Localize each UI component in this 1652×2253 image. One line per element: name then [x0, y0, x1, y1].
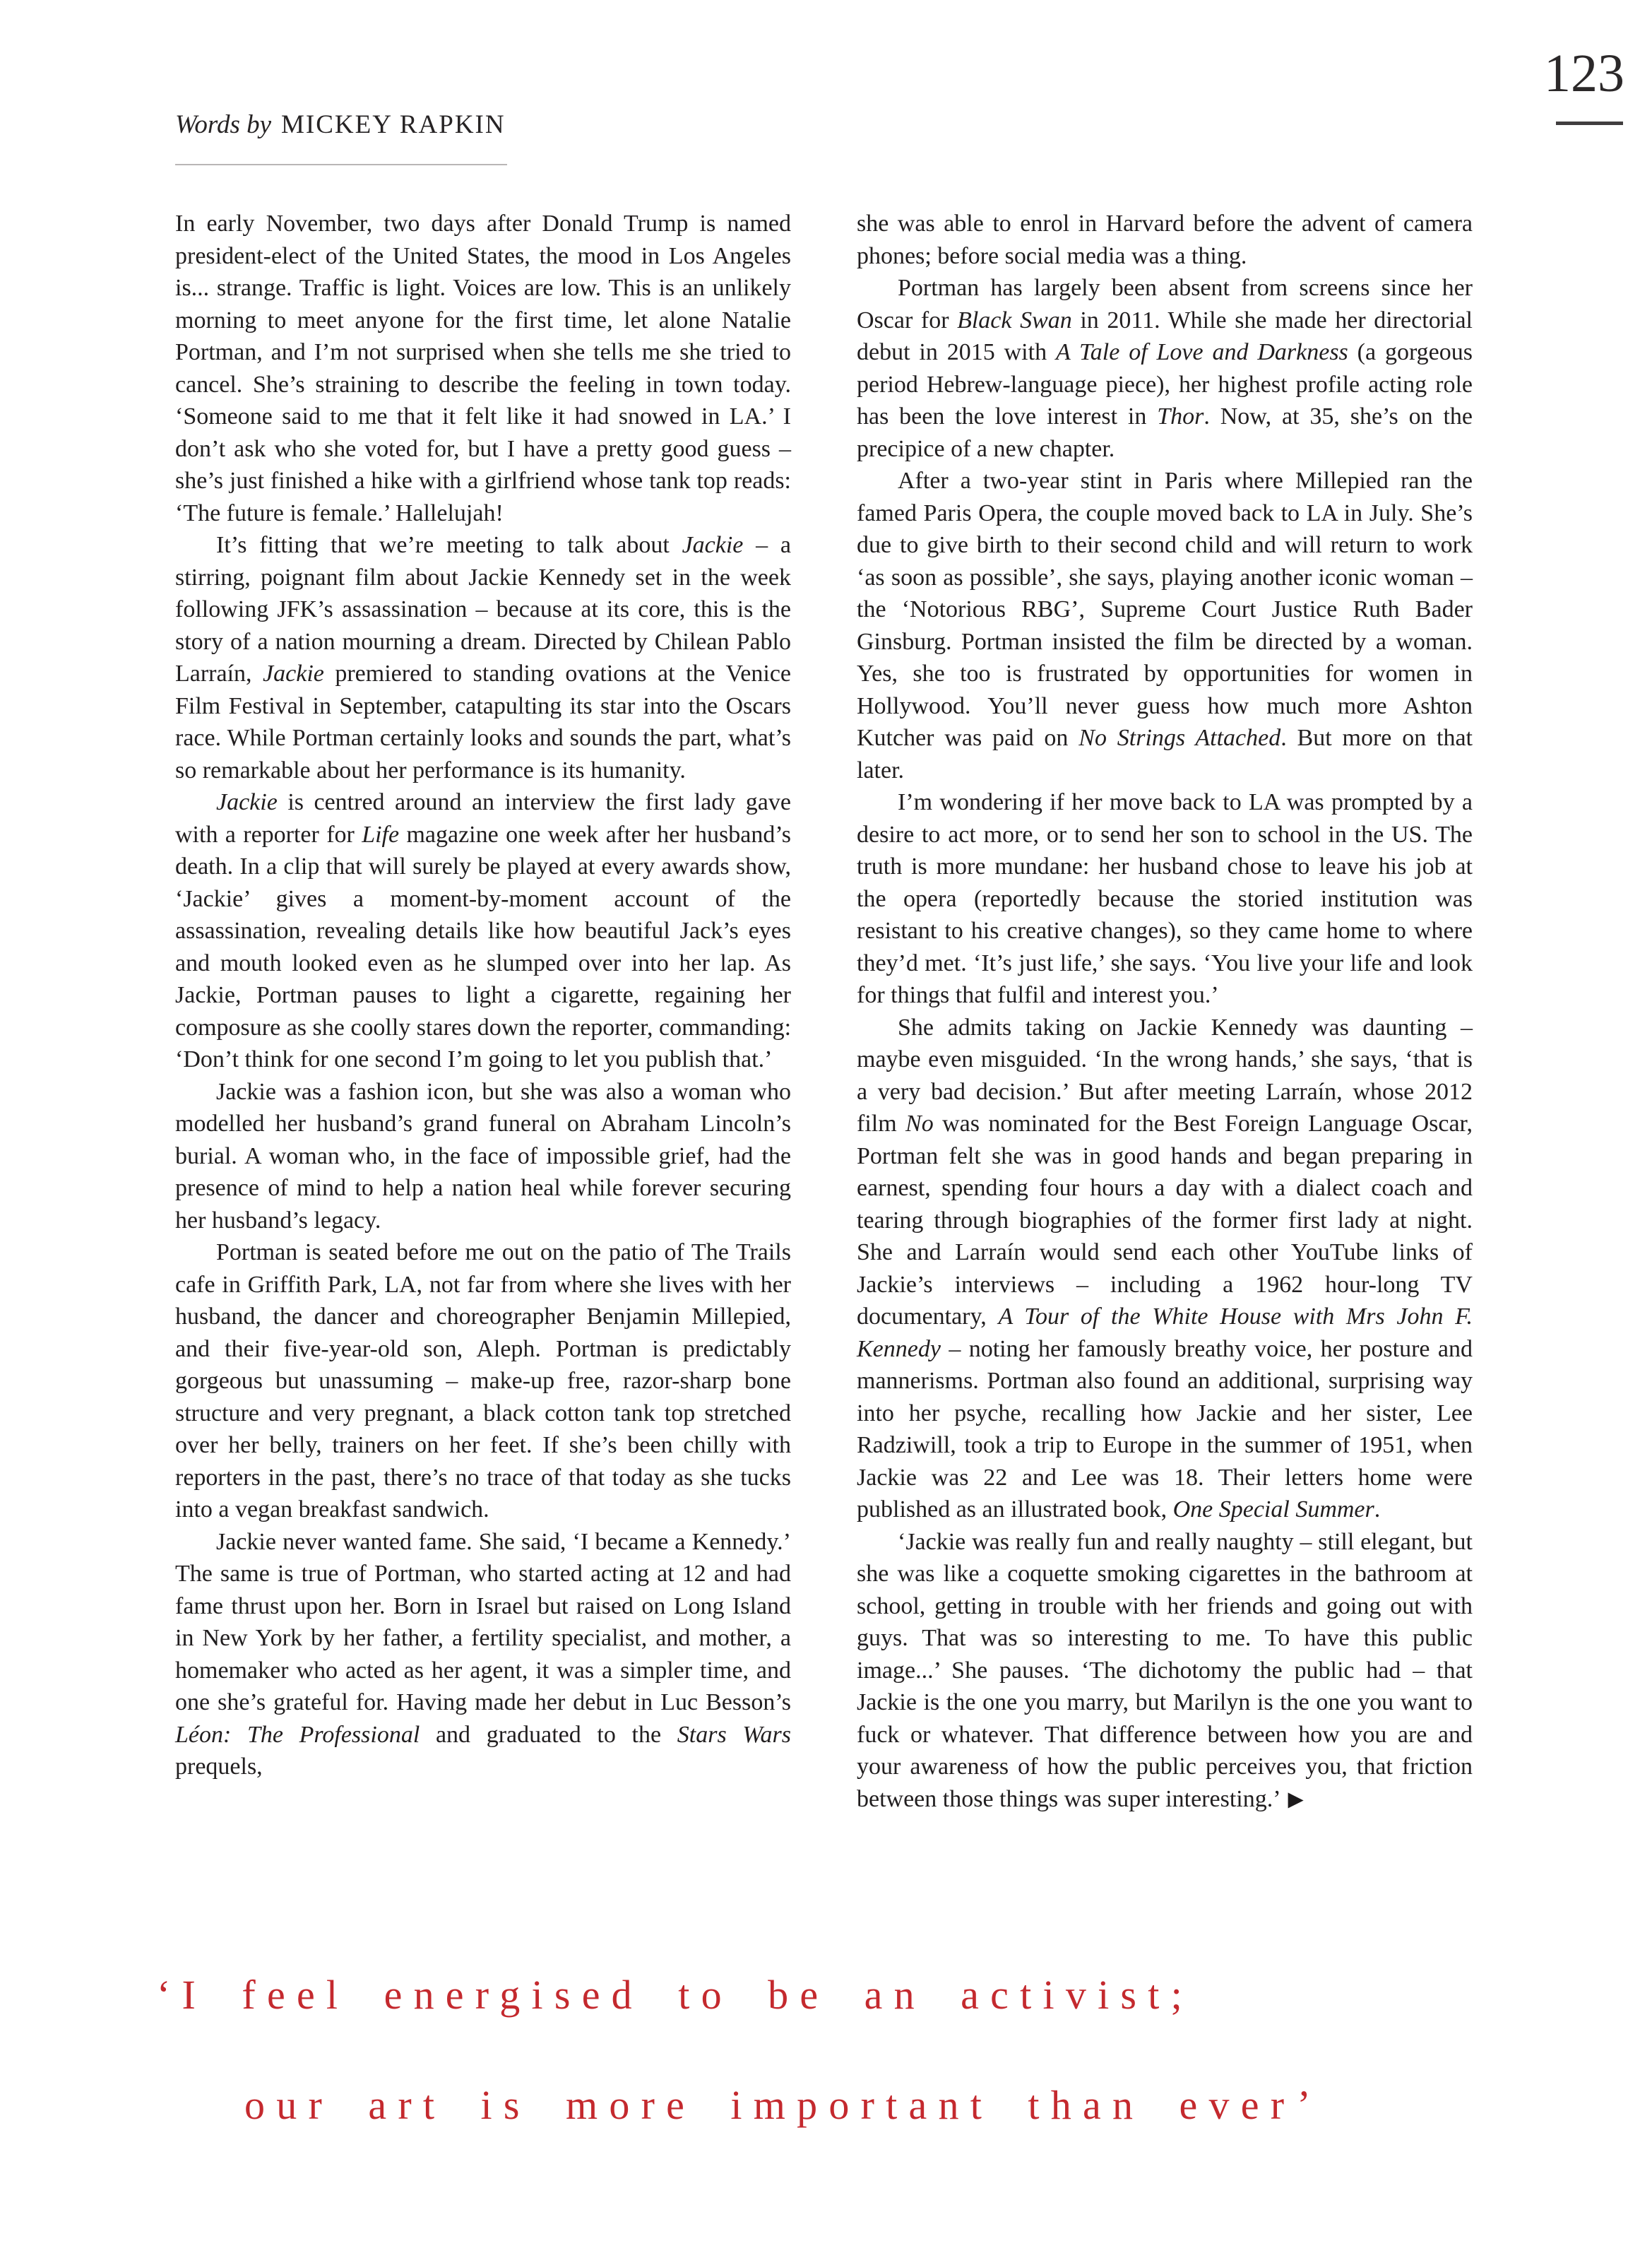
article-paragraph [175, 208, 791, 529]
article-paragraph [857, 465, 1473, 786]
article-paragraph [175, 1236, 791, 1526]
text-run: She admits taking on Jackie Kennedy was daunting – maybe even misguided. ‘In the wrong hands,’ she says, ‘that is a very bad decision.’ But after meeting Larraín, whose 2012 film [857, 1014, 1473, 1137]
text-run: No Strings Attached [1078, 725, 1281, 751]
text-run: ‘Jackie was really fun and really naughty – still elegant, but she was like a coquette smoking cigarettes in the bathroom at school, getting in trouble with her friends and going out with guys. That was so interesting to me. To have this public image...’ She pauses. ‘The dichotomy the public had – that Jackie is the one you marry, but Marilyn is the one you want to fuck or whatever. That difference between how you are and your awareness of how the public perceives you, that friction between those things was super interesting.’ [857, 1528, 1473, 1812]
text-run: In early November, two days after Donald Trump is named president-elect of the United States, the mood in Los Angeles is... strange. Traffic is light. Voices are low. This is an unlikely morning to meet anyone for the first time, let alone Natalie Portman, and I’m not surprised when she tells me she tried to cancel. She’s straining to describe the feeling in town today. ‘Someone said to me that it felt like it had snowed in LA.’ I don’t ask who she voted for, but I have a pretty good guess – she’s just finished a hike with a girlfriend whose tank top reads: ‘The future is female.’ Hallelujah! [175, 211, 791, 526]
text-run: Portman is seated before me out on the patio of The Trails cafe in Griffith Park, LA, not far from where she lives with her husband, the dancer and choreographer Benjamin Millepied, and their five-year-old son, Aleph. Portman is predictably gorgeous but unassuming – make-up free, razor-sharp bone structure and very pregnant, a black cotton tank top stretched over her belly, trainers on her feet. If she’s been chilly with reporters in the past, there’s no trace of that today as she tucks into a vegan breakfast sandwich. [175, 1239, 791, 1522]
pull-quote-line-2: our art is more important than ever’ [244, 2082, 1322, 2128]
article-paragraph [857, 208, 1473, 272]
article-paragraph [857, 786, 1473, 1012]
text-run: magazine one week after her husband’s death. In a clip that will surely be played at every awards show, ‘Jackie’ gives a moment-by-moment account of the assassination, revealing details like how beautiful Jack’s eyes and mouth looked even as he slumped over into her lap. As Jackie, Portman pauses to light a cigarette, regaining her composure as she coolly stares down the reporter, commanding: ‘Don’t think for one second I’m going to let you publish that.’ [175, 821, 792, 1072]
text-run: Life [362, 821, 400, 848]
byline [175, 110, 506, 140]
text-run: Stars Wars [677, 1721, 792, 1748]
text-run: A Tour of the White House with Mrs John F. Kennedy [857, 1303, 1473, 1362]
article-body [175, 208, 1473, 1816]
byline-prefix: Words by [175, 110, 272, 139]
text-run: . But more on that later. [857, 725, 1473, 783]
text-run: premiered to standing ovations at the Venice Film Festival in September, catapulting its star into the Oscars race. While Portman certainly looks and sounds the part, what’s so remarkable about her performance is its humanity. [175, 661, 791, 783]
text-run: Jackie [263, 661, 324, 687]
article-paragraph [175, 786, 791, 1076]
text-run: Jackie [682, 532, 744, 558]
article-column-left [175, 208, 791, 1816]
text-run: is centred around an interview the first lady gave with a reporter for [175, 789, 791, 848]
text-run: Jackie never wanted fame. She said, ‘I became a Kennedy.’ The same is true of Portman, who started acting at 12 and had fame thrust upon her. Born in Israel but raised on Long Island in New York by her father, a fertility specialist, and mother, a homemaker who acted as her agent, it was a simpler time, and one she’s grateful for. Having made her debut in Luc Besson’s [175, 1528, 791, 1715]
text-run: – a stirring, poignant film about Jackie Kennedy set in the week following JFK’s assassination – because at its core, this is the story of a nation mourning a dream. Directed by Chilean Pablo Larraín, [175, 532, 792, 687]
text-run: After a two-year stint in Paris where Millepied ran the famed Paris Opera, the couple moved back to LA in July. She’s due to give birth to their second child and will return to work ‘as soon as possible’, she says, playing another iconic woman – the ‘Notorious RBG’, Supreme Court Justice Ruth Bader Ginsburg. Portman insisted the film be directed by a woman. Yes, she too is frustrated by opportunities for women in Hollywood. You’ll never guess how much more Ashton Kutcher was paid on [857, 468, 1473, 751]
page-number: 123 [1544, 44, 1624, 103]
text-run: was nominated for the Best Foreign Language Oscar, Portman felt she was in good hands and began preparing in earnest, spending four hours a day with a dialect coach and tearing through biographies of the former first lady at night. She and Larraín would send each other YouTube links of Jackie’s interviews – including a 1962 hour-long TV documentary, [857, 1111, 1473, 1330]
page-number-rule [1556, 122, 1623, 125]
text-run: she was able to enrol in Harvard before the advent of camera phones; before social media was a thing. [857, 211, 1473, 269]
text-run: (a gorgeous period Hebrew-language piece), her highest profile acting role has been the love interest in [857, 339, 1473, 430]
article-paragraph [857, 1012, 1473, 1526]
article-paragraph [175, 529, 791, 786]
text-run: Portman has largely been absent from screens since her Oscar for [857, 275, 1473, 333]
text-run: No [905, 1111, 934, 1137]
article-paragraph [857, 272, 1473, 465]
text-run: Thor [1157, 403, 1204, 430]
text-run: Léon: The Professional [175, 1721, 420, 1748]
text-run: in 2011. While she made her directorial debut in 2015 with [857, 307, 1473, 365]
article-column-right [857, 208, 1473, 1816]
text-run: A Tale of Love and Darkness [1055, 339, 1348, 365]
text-run: Jackie was a fashion icon, but she was also a woman who modelled her husband’s grand funeral on Abraham Lincoln’s burial. A woman who, in the face of impossible grief, had the presence of mind to help a nation heal while forever securing her husband’s legacy. [175, 1078, 791, 1234]
text-run: Jackie [216, 789, 278, 815]
text-run: It’s fitting that we’re meeting to talk about [216, 532, 682, 558]
article-paragraph [857, 1526, 1473, 1816]
text-run: and graduated to the [420, 1721, 677, 1748]
byline-rule [175, 164, 507, 165]
article-paragraph [175, 1526, 791, 1783]
text-run: One Special Summer [1172, 1496, 1374, 1522]
text-run: I’m wondering if her move back to LA was prompted by a desire to act more, or to send her son to school in the US. The truth is more mundane: her husband chose to leave his job at the opera (reportedly because the storied institution was resistant to his creative changes), so they came home to where they’d met. ‘It’s just life,’ she says. ‘You live your life and look for things that fulfil and interest you.’ [857, 789, 1473, 1008]
text-run: Black Swan [957, 307, 1072, 333]
text-run: prequels, [175, 1754, 263, 1780]
article-paragraph [175, 1076, 791, 1237]
pull-quote-line-1: ‘I feel energised to be an activist; [157, 1972, 1194, 2018]
text-run: . [1374, 1496, 1381, 1522]
text-run: – noting her famously breathy voice, her posture and mannerisms. Portman also found an additional, surprising way into her psyche, recalling how Jackie and her sister, Lee Radziwill, took a trip to Europe in the summer of 1951, when Jackie was 22 and Lee was 18. Their letters home were published as an illustrated book, [857, 1335, 1473, 1522]
text-run: . Now, at 35, she’s on the precipice of a new chapter. [857, 403, 1473, 462]
continued-arrow-icon: ▶ [1288, 1786, 1304, 1811]
byline-author: MICKEY RAPKIN [281, 110, 506, 139]
